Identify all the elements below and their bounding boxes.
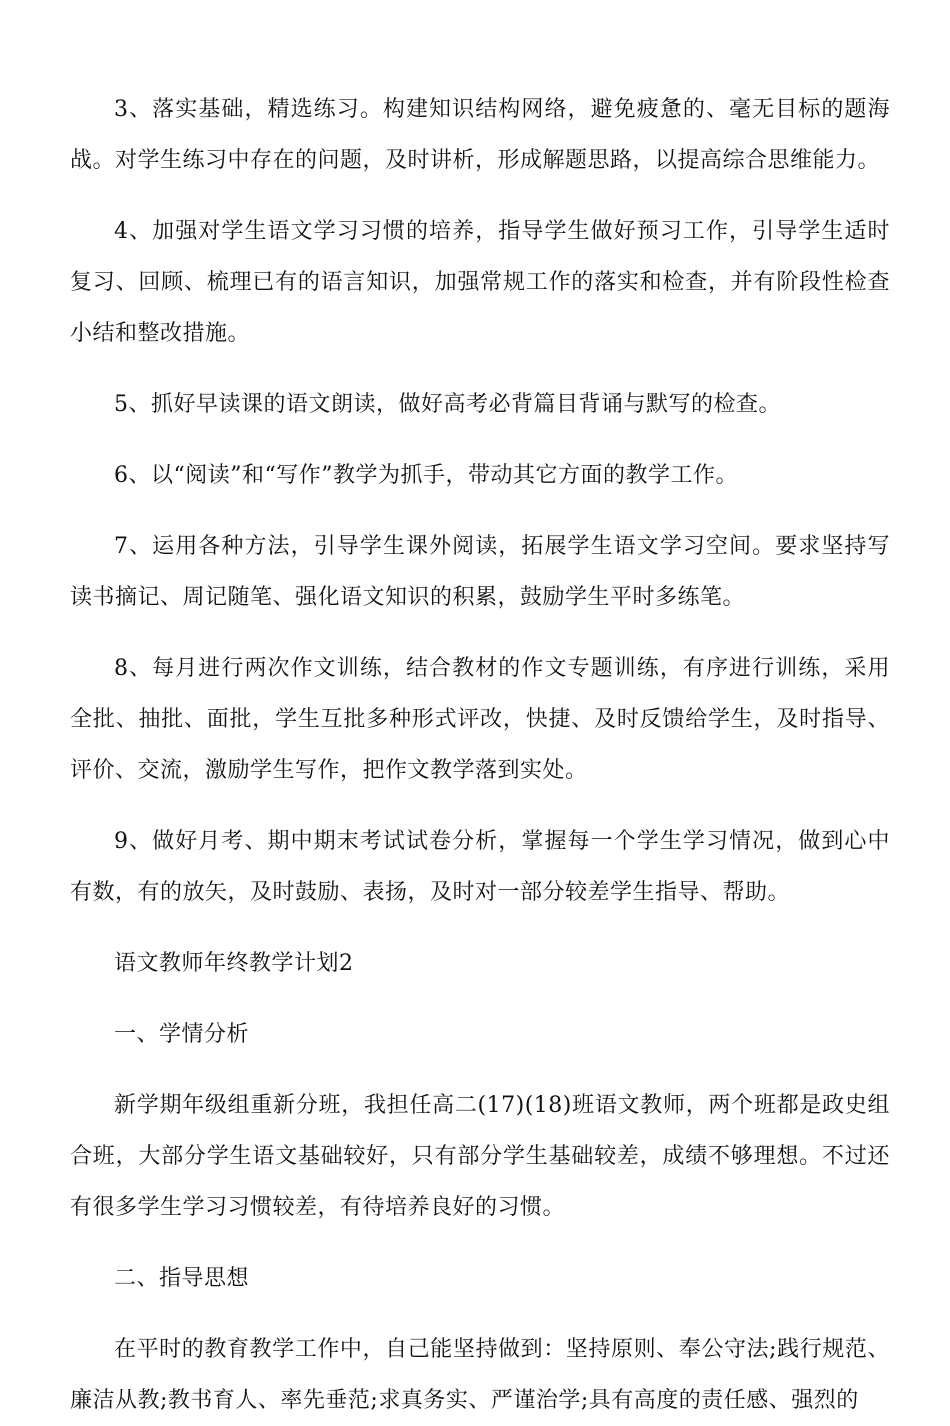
paragraph-item-7: 7、运用各种方法，引导学生课外阅读，拓展学生语文学习空间。要求坚持写读书摘记、周记随笔、强化语文知识的积累，鼓励学生平时多练笔。 bbox=[70, 534, 890, 610]
section-title: 语文教师年终教学计划2 bbox=[114, 951, 354, 976]
paragraph-guiding-thought: 在平时的教育教学工作中，自己能坚持做到：坚持原则、奉公守法;践行规范、廉洁从教;教书育人、率先垂范;求真务实、严谨治学;具有高度的责任感、强烈的 bbox=[70, 1337, 890, 1413]
paragraph-item-6: 6、以“阅读”和“写作”教学为抓手，带动其它方面的教学工作。 bbox=[114, 463, 738, 488]
paragraph-item-8: 8、每月进行两次作文训练，结合教材的作文专题训练，有序进行训练，采用全批、抽批、面批，学生互批多种形式评改，快捷、及时反馈给学生，及时指导、评价、交流，激励学生写作，把作文教学落到实处。 bbox=[70, 656, 890, 783]
subheading-guiding-thought: 二、指导思想 bbox=[114, 1266, 250, 1291]
paragraph-item-5: 5、抓好早读课的语文朗读，做好高考必背篇目背诵与默写的检查。 bbox=[114, 392, 781, 417]
paragraph-item-4: 4、加强对学生语文学习习惯的培养，指导学生做好预习工作，引导学生适时复习、回顾、梳理已有的语言知识，加强常规工作的落实和检查，并有阶段性检查小结和整改措施。 bbox=[70, 219, 890, 346]
paragraph-item-9: 9、做好月考、期中期末考试试卷分析，掌握每一个学生学习情况，做到心中有数，有的放矢，及时鼓励、表扬，及时对一部分较差学生指导、帮助。 bbox=[70, 829, 890, 905]
paragraph-item-3: 3、落实基础，精选练习。构建知识结构网络，避免疲惫的、毫无目标的题海战。对学生练习中存在的问题，及时讲析，形成解题思路，以提高综合思维能力。 bbox=[70, 97, 890, 173]
paragraph-learning-analysis: 新学期年级组重新分班，我担任高二(17)(18)班语文教师，两个班都是政史组合班，大部分学生语文基础较好，只有部分学生基础较差，成绩不够理想。不过还有很多学生学习习惯较差，有待培养良好的习惯。 bbox=[70, 1093, 890, 1220]
subheading-learning-analysis: 一、学情分析 bbox=[114, 1022, 250, 1047]
